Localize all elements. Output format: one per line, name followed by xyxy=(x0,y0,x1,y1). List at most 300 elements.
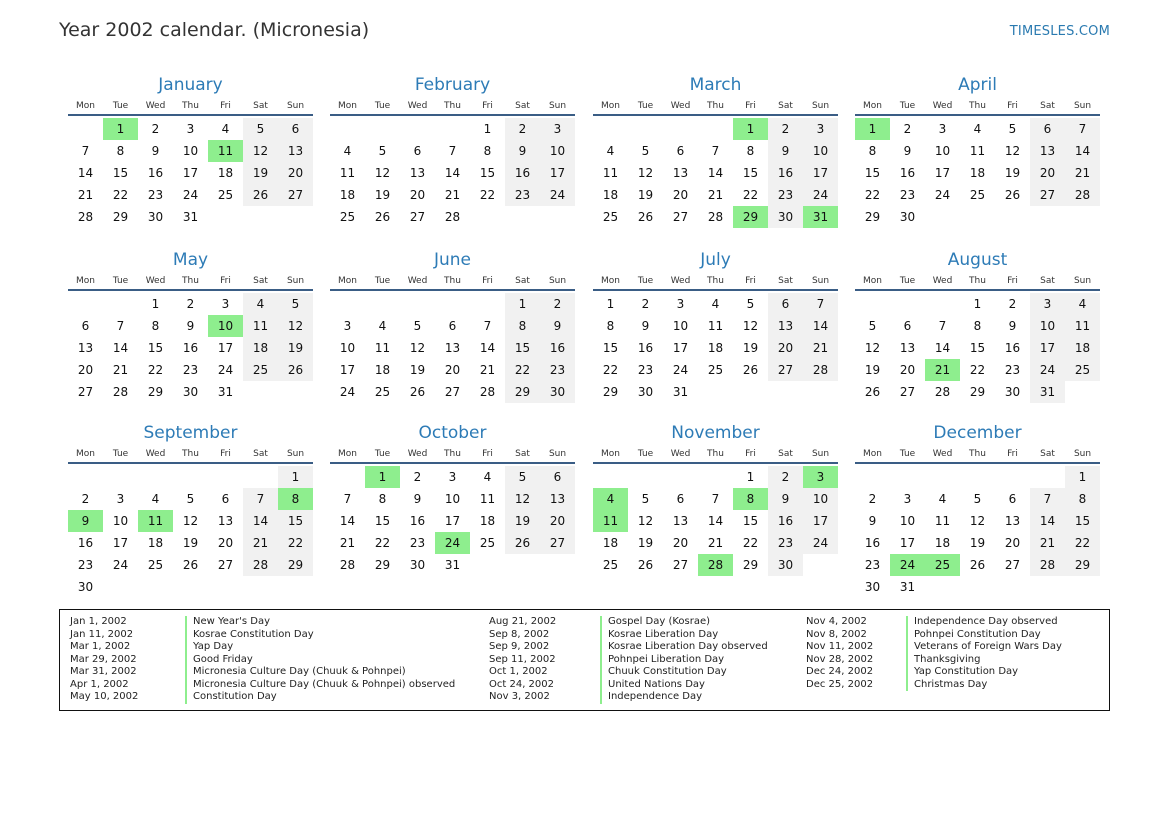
day-cell: 4 xyxy=(378,319,387,333)
day-cell: 29 xyxy=(278,554,313,576)
weekday-label: Thu xyxy=(182,276,199,286)
weekday-label: Sun xyxy=(1073,449,1092,459)
day-cell: 12 xyxy=(505,488,540,510)
weekday-label: Sat xyxy=(253,276,268,286)
day-cell: 29 xyxy=(602,385,619,399)
day-cell: 7 xyxy=(803,293,838,315)
day-cell: 15 xyxy=(864,166,881,180)
weekday-label: Tue xyxy=(374,101,391,111)
day-cell: 24 xyxy=(1030,359,1065,381)
day-cell: 16 xyxy=(768,510,803,532)
weekday-label: Wed xyxy=(670,276,691,286)
weekday-header xyxy=(855,448,1100,464)
day-cell: 26 xyxy=(374,210,391,224)
day-cell: 25 xyxy=(217,188,234,202)
holiday-day-cell: 3 xyxy=(803,466,838,488)
day-cell: 8 xyxy=(868,144,877,158)
day-cell: 14 xyxy=(339,514,356,528)
day-cell: 18 xyxy=(217,166,234,180)
day-cell: 14 xyxy=(243,510,278,532)
day-cell: 9 xyxy=(186,319,195,333)
day-cell: 30 xyxy=(637,385,654,399)
day-cell: 3 xyxy=(448,470,457,484)
day-cell: 17 xyxy=(444,514,461,528)
day-cell: 19 xyxy=(374,188,391,202)
day-cell: 11 xyxy=(969,144,986,158)
day-cell: 27 xyxy=(217,558,234,572)
weekday-label: Sun xyxy=(286,101,305,111)
month-august xyxy=(855,249,1100,403)
day-cell: 5 xyxy=(186,492,195,506)
day-cell: 28 xyxy=(707,210,724,224)
day-cell: 1 xyxy=(1065,466,1100,488)
day-cell: 11 xyxy=(602,166,619,180)
day-cell: 3 xyxy=(938,122,947,136)
day-cell: 28 xyxy=(934,385,951,399)
day-cell: 31 xyxy=(899,580,916,594)
empty-cell xyxy=(960,466,995,488)
day-cell: 28 xyxy=(479,385,496,399)
weekday-label: Sun xyxy=(1073,276,1092,286)
day-cell: 3 xyxy=(803,118,838,140)
holiday-name: Independence Day xyxy=(600,691,702,704)
day-cell: 24 xyxy=(803,184,838,206)
holiday-name: Independence Day observed xyxy=(906,616,1058,629)
weekday-label: Tue xyxy=(637,101,654,111)
weekday-header xyxy=(68,448,313,464)
day-cell: 15 xyxy=(969,341,986,355)
empty-cell xyxy=(103,466,138,488)
day-cell: 26 xyxy=(182,558,199,572)
day-cell: 18 xyxy=(707,341,724,355)
empty-cell xyxy=(330,293,365,315)
weekday-label: Sun xyxy=(811,101,830,111)
day-grid xyxy=(68,293,313,403)
day-cell: 30 xyxy=(409,558,426,572)
day-cell: 28 xyxy=(1030,554,1065,576)
page-title: Year 2002 calendar. (Micronesia) xyxy=(59,19,370,41)
day-cell: 6 xyxy=(903,319,912,333)
day-cell: 28 xyxy=(444,210,461,224)
day-cell: 11 xyxy=(934,514,951,528)
holiday-day-cell: 11 xyxy=(208,140,243,162)
day-cell: 5 xyxy=(243,118,278,140)
day-cell: 10 xyxy=(803,140,838,162)
day-cell: 17 xyxy=(339,363,356,377)
day-cell: 23 xyxy=(540,359,575,381)
weekday-label: Wed xyxy=(145,101,166,111)
weekday-label: Thu xyxy=(444,449,461,459)
day-cell: 30 xyxy=(77,580,94,594)
day-cell: 28 xyxy=(243,554,278,576)
weekday-label: Tue xyxy=(112,276,129,286)
month-name: October xyxy=(418,423,487,443)
day-cell: 10 xyxy=(339,341,356,355)
holiday-date: Sep 8, 2002 xyxy=(489,628,550,640)
empty-cell xyxy=(68,293,103,315)
day-cell: 2 xyxy=(768,118,803,140)
day-cell: 14 xyxy=(707,166,724,180)
day-cell: 23 xyxy=(768,532,803,554)
weekday-label: Fri xyxy=(220,449,231,459)
day-cell: 24 xyxy=(803,532,838,554)
day-cell: 18 xyxy=(479,514,496,528)
day-cell: 25 xyxy=(707,363,724,377)
day-grid xyxy=(593,466,838,576)
weekday-label: Sat xyxy=(1040,101,1055,111)
day-cell: 1 xyxy=(278,466,313,488)
day-cell: 6 xyxy=(1008,492,1017,506)
holiday-date: Nov 28, 2002 xyxy=(806,653,874,665)
weekday-label: Thu xyxy=(707,276,724,286)
weekday-label: Sun xyxy=(548,449,567,459)
day-cell: 5 xyxy=(505,466,540,488)
holiday-day-cell: 8 xyxy=(733,488,768,510)
day-cell: 22 xyxy=(864,188,881,202)
day-cell: 3 xyxy=(343,319,352,333)
day-cell: 10 xyxy=(182,144,199,158)
day-cell: 13 xyxy=(278,140,313,162)
holiday-list xyxy=(59,609,1110,711)
day-cell: 17 xyxy=(934,166,951,180)
day-cell: 14 xyxy=(803,315,838,337)
day-cell: 28 xyxy=(1065,184,1100,206)
day-cell: 13 xyxy=(899,341,916,355)
weekday-label: Tue xyxy=(899,276,916,286)
day-cell: 17 xyxy=(899,536,916,550)
day-grid xyxy=(330,293,575,403)
day-cell: 14 xyxy=(707,514,724,528)
weekday-header xyxy=(330,448,575,464)
holiday-date: Oct 24, 2002 xyxy=(489,678,554,690)
day-cell: 31 xyxy=(1030,381,1065,403)
day-cell: 24 xyxy=(339,385,356,399)
weekday-label: Tue xyxy=(374,276,391,286)
weekday-label: Thu xyxy=(969,449,986,459)
weekday-header xyxy=(593,100,838,116)
holiday-date: Aug 21, 2002 xyxy=(489,616,557,627)
day-cell: 7 xyxy=(448,144,457,158)
empty-cell xyxy=(925,466,960,488)
day-cell: 4 xyxy=(151,492,160,506)
day-cell: 22 xyxy=(374,536,391,550)
day-cell: 26 xyxy=(969,558,986,572)
holiday-day-cell: 10 xyxy=(208,315,243,337)
day-grid xyxy=(593,293,838,403)
weekday-label: Wed xyxy=(670,101,691,111)
day-grid xyxy=(593,118,838,228)
day-cell: 5 xyxy=(973,492,982,506)
day-cell: 20 xyxy=(672,536,689,550)
weekday-label: Tue xyxy=(899,449,916,459)
month-name: May xyxy=(172,250,209,270)
day-cell: 25 xyxy=(1065,359,1100,381)
day-cell: 7 xyxy=(711,492,720,506)
day-cell: 30 xyxy=(864,580,881,594)
month-name: February xyxy=(414,75,491,95)
day-cell: 16 xyxy=(864,536,881,550)
weekday-label: Sat xyxy=(1040,449,1055,459)
day-cell: 18 xyxy=(339,188,356,202)
day-cell: 22 xyxy=(112,188,129,202)
day-cell: 9 xyxy=(413,492,422,506)
holiday-day-cell: 21 xyxy=(925,359,960,381)
holiday-day-cell: 11 xyxy=(593,510,628,532)
day-cell: 12 xyxy=(864,341,881,355)
day-cell: 25 xyxy=(602,558,619,572)
day-cell: 8 xyxy=(973,319,982,333)
empty-cell xyxy=(698,466,733,488)
weekday-label: Wed xyxy=(932,101,953,111)
empty-cell xyxy=(243,466,278,488)
site-link[interactable]: TIMESLES.COM xyxy=(1009,24,1110,39)
day-cell: 4 xyxy=(606,144,615,158)
weekday-label: Fri xyxy=(745,449,756,459)
day-cell: 20 xyxy=(899,363,916,377)
holiday-name: Yap Day xyxy=(185,641,233,654)
day-cell: 14 xyxy=(1030,510,1065,532)
day-cell: 22 xyxy=(505,359,540,381)
holiday-day-cell: 29 xyxy=(733,206,768,228)
day-cell: 17 xyxy=(1030,337,1065,359)
day-cell: 24 xyxy=(934,188,951,202)
empty-cell xyxy=(208,466,243,488)
weekday-header xyxy=(855,275,1100,291)
day-cell: 16 xyxy=(540,337,575,359)
day-cell: 6 xyxy=(448,319,457,333)
day-cell: 9 xyxy=(505,140,540,162)
day-cell: 23 xyxy=(899,188,916,202)
day-cell: 21 xyxy=(1065,162,1100,184)
holiday-date: Nov 11, 2002 xyxy=(806,641,874,652)
day-cell: 1 xyxy=(973,297,982,311)
day-cell: 15 xyxy=(1065,510,1100,532)
day-grid xyxy=(855,466,1100,598)
day-cell: 1 xyxy=(606,297,615,311)
weekday-label: Fri xyxy=(482,276,493,286)
day-cell: 9 xyxy=(641,319,650,333)
holiday-name: Veterans of Foreign Wars Day xyxy=(906,641,1062,654)
day-cell: 13 xyxy=(540,488,575,510)
weekday-label: Thu xyxy=(969,276,986,286)
day-cell: 13 xyxy=(768,315,803,337)
holiday-date: Dec 24, 2002 xyxy=(806,666,874,677)
day-cell: 8 xyxy=(746,144,755,158)
day-grid xyxy=(855,118,1100,228)
day-cell: 9 xyxy=(1008,319,1017,333)
empty-cell xyxy=(103,293,138,315)
day-cell: 16 xyxy=(505,162,540,184)
day-cell: 4 xyxy=(711,297,720,311)
month-name: July xyxy=(700,250,731,270)
day-cell: 10 xyxy=(899,514,916,528)
empty-cell xyxy=(663,466,698,488)
day-cell: 22 xyxy=(479,188,496,202)
empty-cell xyxy=(400,293,435,315)
day-cell: 27 xyxy=(278,184,313,206)
day-cell: 9 xyxy=(151,144,160,158)
day-cell: 22 xyxy=(1065,532,1100,554)
empty-cell xyxy=(138,466,173,488)
day-cell: 19 xyxy=(864,363,881,377)
weekday-label: Tue xyxy=(112,449,129,459)
day-cell: 11 xyxy=(339,166,356,180)
weekday-label: Mon xyxy=(76,101,95,111)
day-cell: 19 xyxy=(969,536,986,550)
day-cell: 22 xyxy=(602,363,619,377)
day-cell: 19 xyxy=(1004,166,1021,180)
day-cell: 18 xyxy=(602,536,619,550)
day-cell: 2 xyxy=(641,297,650,311)
day-cell: 29 xyxy=(742,558,759,572)
day-cell: 30 xyxy=(899,210,916,224)
empty-cell xyxy=(698,118,733,140)
day-cell: 21 xyxy=(77,188,94,202)
day-cell: 31 xyxy=(182,210,199,224)
day-cell: 10 xyxy=(112,514,129,528)
holiday-day-cell: 1 xyxy=(103,118,138,140)
holiday-day-cell: 4 xyxy=(593,488,628,510)
day-cell: 17 xyxy=(182,166,199,180)
day-cell: 13 xyxy=(217,514,234,528)
empty-cell xyxy=(400,118,435,140)
day-cell: 10 xyxy=(803,488,838,510)
day-cell: 10 xyxy=(672,319,689,333)
day-cell: 3 xyxy=(186,122,195,136)
day-cell: 25 xyxy=(339,210,356,224)
day-cell: 19 xyxy=(182,536,199,550)
day-cell: 19 xyxy=(637,536,654,550)
day-cell: 25 xyxy=(243,359,278,381)
day-cell: 7 xyxy=(81,144,90,158)
day-cell: 30 xyxy=(540,381,575,403)
day-cell: 21 xyxy=(243,532,278,554)
holiday-day-cell: 31 xyxy=(803,206,838,228)
weekday-label: Sun xyxy=(1073,101,1092,111)
day-cell: 15 xyxy=(742,166,759,180)
weekday-label: Wed xyxy=(932,449,953,459)
day-cell: 8 xyxy=(116,144,125,158)
day-cell: 19 xyxy=(409,363,426,377)
holiday-day-cell: 8 xyxy=(278,488,313,510)
day-cell: 2 xyxy=(413,470,422,484)
day-cell: 21 xyxy=(1030,532,1065,554)
day-cell: 27 xyxy=(768,359,803,381)
day-cell: 8 xyxy=(151,319,160,333)
day-cell: 7 xyxy=(243,488,278,510)
weekday-label: Wed xyxy=(407,276,428,286)
day-cell: 7 xyxy=(343,492,352,506)
day-cell: 12 xyxy=(278,315,313,337)
weekday-label: Sun xyxy=(286,276,305,286)
empty-cell xyxy=(365,118,400,140)
day-cell: 10 xyxy=(540,140,575,162)
day-cell: 13 xyxy=(409,166,426,180)
day-cell: 17 xyxy=(803,510,838,532)
day-cell: 3 xyxy=(221,297,230,311)
day-cell: 16 xyxy=(409,514,426,528)
month-october xyxy=(330,422,575,576)
empty-cell xyxy=(890,466,925,488)
weekday-label: Sun xyxy=(811,449,830,459)
holiday-date: Apr 1, 2002 xyxy=(70,678,129,690)
day-cell: 7 xyxy=(116,319,125,333)
weekday-label: Thu xyxy=(707,449,724,459)
day-cell: 23 xyxy=(768,184,803,206)
month-january xyxy=(68,74,313,228)
weekday-label: Mon xyxy=(863,101,882,111)
day-cell: 15 xyxy=(505,337,540,359)
day-cell: 4 xyxy=(343,144,352,158)
day-cell: 4 xyxy=(938,492,947,506)
day-cell: 6 xyxy=(413,144,422,158)
holiday-day-cell: 1 xyxy=(855,118,890,140)
day-cell: 3 xyxy=(540,118,575,140)
holiday-name: Gospel Day (Kosrae) xyxy=(600,616,710,629)
day-cell: 6 xyxy=(81,319,90,333)
weekday-label: Sat xyxy=(515,276,530,286)
day-cell: 11 xyxy=(374,341,391,355)
empty-cell xyxy=(330,118,365,140)
day-cell: 9 xyxy=(903,144,912,158)
day-cell: 5 xyxy=(1008,122,1017,136)
holiday-date: Nov 3, 2002 xyxy=(489,691,550,702)
day-cell: 21 xyxy=(112,363,129,377)
month-september xyxy=(68,422,313,598)
weekday-label: Thu xyxy=(182,101,199,111)
weekday-label: Fri xyxy=(482,101,493,111)
day-cell: 2 xyxy=(505,118,540,140)
weekday-label: Tue xyxy=(637,276,654,286)
day-cell: 8 xyxy=(483,144,492,158)
weekday-label: Mon xyxy=(863,449,882,459)
day-cell: 12 xyxy=(637,514,654,528)
day-cell: 12 xyxy=(742,319,759,333)
holiday-name: Kosrae Constitution Day xyxy=(185,629,314,642)
day-cell: 3 xyxy=(1030,293,1065,315)
day-cell: 19 xyxy=(505,510,540,532)
day-cell: 6 xyxy=(278,118,313,140)
empty-cell xyxy=(435,118,470,140)
day-cell: 26 xyxy=(278,359,313,381)
day-cell: 21 xyxy=(479,363,496,377)
weekday-label: Fri xyxy=(220,101,231,111)
day-cell: 20 xyxy=(77,363,94,377)
empty-cell xyxy=(68,118,103,140)
day-cell: 26 xyxy=(1004,188,1021,202)
day-cell: 4 xyxy=(1065,293,1100,315)
day-cell: 3 xyxy=(116,492,125,506)
empty-cell xyxy=(593,466,628,488)
day-cell: 28 xyxy=(339,558,356,572)
empty-cell xyxy=(68,466,103,488)
day-cell: 16 xyxy=(147,166,164,180)
empty-cell xyxy=(1030,466,1065,488)
day-cell: 21 xyxy=(707,188,724,202)
weekday-label: Mon xyxy=(76,449,95,459)
day-cell: 12 xyxy=(637,166,654,180)
day-cell: 29 xyxy=(112,210,129,224)
day-cell: 2 xyxy=(1008,297,1017,311)
weekday-label: Wed xyxy=(145,276,166,286)
day-cell: 23 xyxy=(505,184,540,206)
month-april xyxy=(855,74,1100,228)
day-cell: 16 xyxy=(637,341,654,355)
day-cell: 1 xyxy=(151,297,160,311)
day-cell: 27 xyxy=(1030,184,1065,206)
holiday-name: Micronesia Culture Day (Chuuk & Pohnpei) xyxy=(185,666,406,679)
day-cell: 15 xyxy=(479,166,496,180)
